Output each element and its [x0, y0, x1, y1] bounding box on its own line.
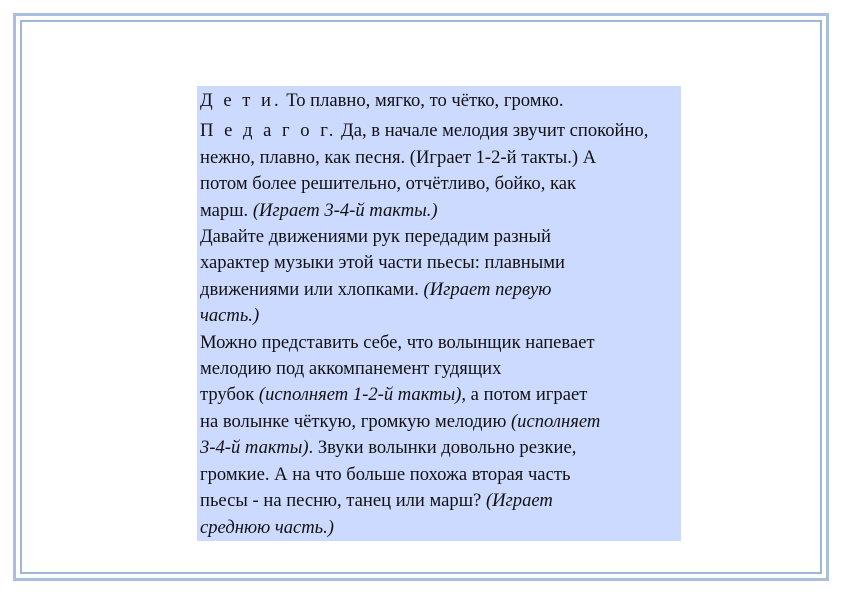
stage-direction: (исполняет 1-2-й такты),: [258, 384, 467, 406]
speaker-label: П е д а г о г.: [200, 120, 337, 142]
stage-direction: среднюю часть.): [200, 516, 334, 538]
text-run: а потом играет: [466, 384, 588, 406]
stage-direction: (Играет: [485, 490, 553, 512]
text-line: [200, 435, 679, 461]
paragraph-teacher: [200, 118, 679, 224]
text-line: Можно представить себе, что волынщик напевает: [200, 331, 595, 353]
text-run: . Звуки волынки довольно резкие,: [308, 437, 577, 459]
text-run: Да, в начале мелодия звучит спокойно,: [336, 120, 649, 142]
text-line: мелодию под аккомпанемент гудящих: [200, 358, 502, 380]
text-line: [200, 409, 679, 435]
text-run: пьесы - на песню, танец или марш?: [200, 490, 486, 512]
text-line: потом более решительно, отчётливо, бойко, как: [200, 173, 577, 195]
text-line: [200, 277, 679, 303]
text-run: марш.: [200, 199, 253, 221]
text-line: громкие. А на что больше похожа вторая часть: [200, 463, 571, 485]
speaker-label: Д е т и.: [200, 90, 282, 111]
stage-direction: 3-4-й такты): [200, 437, 309, 459]
reply-text: То плавно, мягко, то чётко, громко.: [281, 90, 564, 111]
text-line: [200, 118, 679, 144]
text-line: характер музыки этой части пьесы: плавными: [200, 252, 565, 274]
paragraph-children-reply: [200, 88, 679, 114]
text-run: на волынке чёткую, громкую мелодию: [200, 410, 511, 432]
stage-direction: часть.): [200, 305, 260, 327]
text-line: [200, 382, 679, 408]
lesson-text-box: [197, 86, 681, 541]
stage-direction: (Играет 3-4-й такты.): [252, 199, 438, 221]
text-line: [200, 488, 679, 514]
stage-direction: (исполняет: [510, 410, 601, 432]
stage-direction: (Играет первую: [423, 278, 552, 300]
text-run: трубок: [200, 384, 259, 406]
text-line: нежно, плавно, как песня. (Играет 1-2-й такты.) А: [200, 146, 597, 168]
text-run: движениями или хлопками.: [200, 278, 424, 300]
text-line: Давайте движениями рук передадим разный: [200, 226, 551, 248]
paragraph-hand-movements: [200, 224, 679, 330]
paragraph-bagpiper: [200, 330, 679, 541]
text-line: [200, 198, 679, 224]
